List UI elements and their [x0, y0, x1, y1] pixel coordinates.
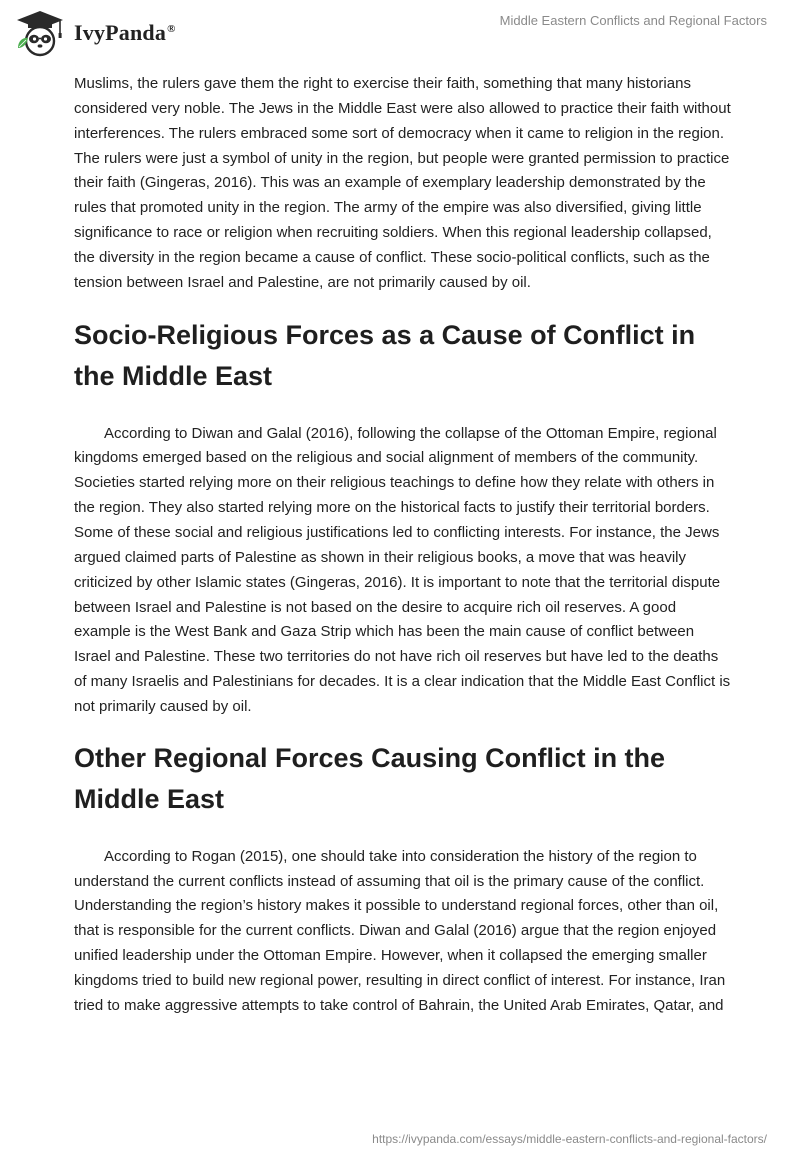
brand-name-text: IvyPanda	[74, 20, 167, 45]
section-paragraph-socio-religious: According to Diwan and Galal (2016), following the collapse of the Ottoman Empire, regional kingdoms emerged based on the religious and social alignment of members of the community. Societies started relying more on their religious teachings to define how they relate with others in the region. They also started relying more on the historical facts to justify their territorial borders. Some of these social and religious justifications led to conflicting interests. For instance, the Jews argued claimed parts of Palestine as shown in their religious books, a move that was heavily criticized by other Islamic states (Gingeras, 2016). It is important to note that the territorial dispute between Israel and Palestine is not based on the desire to acquire rich oil reserves. A good example is the West Bank and Gaza Strip which has been the main cause of conflict between Israel and Palestine. These two territories do not have rich oil reserves but have led to the deaths of many Israelis and Palestinians for decades. It is a clear indication that the Middle East Conflict is not primarily caused by oil.	[74, 424, 731, 715]
registered-mark: ®	[167, 22, 176, 35]
document-title: Middle Eastern Conflicts and Regional Factors	[499, 13, 767, 28]
intro-paragraph: Muslims, the rulers gave them the right to exercise their faith, something that many historians considered very noble. The Jews in the Middle East were also allowed to practice their faith without interferences. The rulers embraced some sort of democracy when it came to religion in the region. The rulers were just a symbol of unity in the region, but people were granted permission to practice their faith (Gingeras, 2016). This was an example of exemplary leadership demonstrated by the rules that promoted unity in the region. The army of the empire was also diversified, giving little significance to race or religion when recruiting soldiers. When this regional leadership collapsed, the diversity in the region became a cause of conflict. These socio-political conflicts, such as the tension between Israel and Palestine, are not primarily caused by oil.	[74, 75, 731, 291]
panda-graduate-logo-icon	[14, 8, 66, 58]
section-paragraph-other-regional: According to Rogan (2015), one should take into consideration the history of the region to understand the current conflicts instead of assuming that oil is the primary cause of the conflict. Understanding the region’s history makes it possible to understand regional forces, other than oil, that is responsible for the current conflicts. Diwan and Galal (2016) argue that the region enjoyed unified leadership under the Ottoman Empire. However, when it collapsed the emerging smaller kingdoms tried to build new regional power, resulting in direct conflict of interest. For instance, Iran tried to make aggressive attempts to take control of Bahrain, the United Arab Emirates, Qatar, and	[74, 847, 726, 1014]
source-url[interactable]: https://ivypanda.com/essays/middle-eastern-conflicts-and-regional-factors/	[372, 1132, 767, 1146]
essay-content	[74, 72, 734, 1019]
section-heading-other-regional: Other Regional Forces Causing Conflict in the Middle East	[74, 742, 666, 814]
brand-name	[74, 20, 176, 46]
brand-logo[interactable]	[14, 8, 176, 58]
page-header	[0, 0, 800, 70]
section-heading-socio-religious: Socio-Religious Forces as a Cause of Conflict in the Middle East	[74, 319, 696, 391]
